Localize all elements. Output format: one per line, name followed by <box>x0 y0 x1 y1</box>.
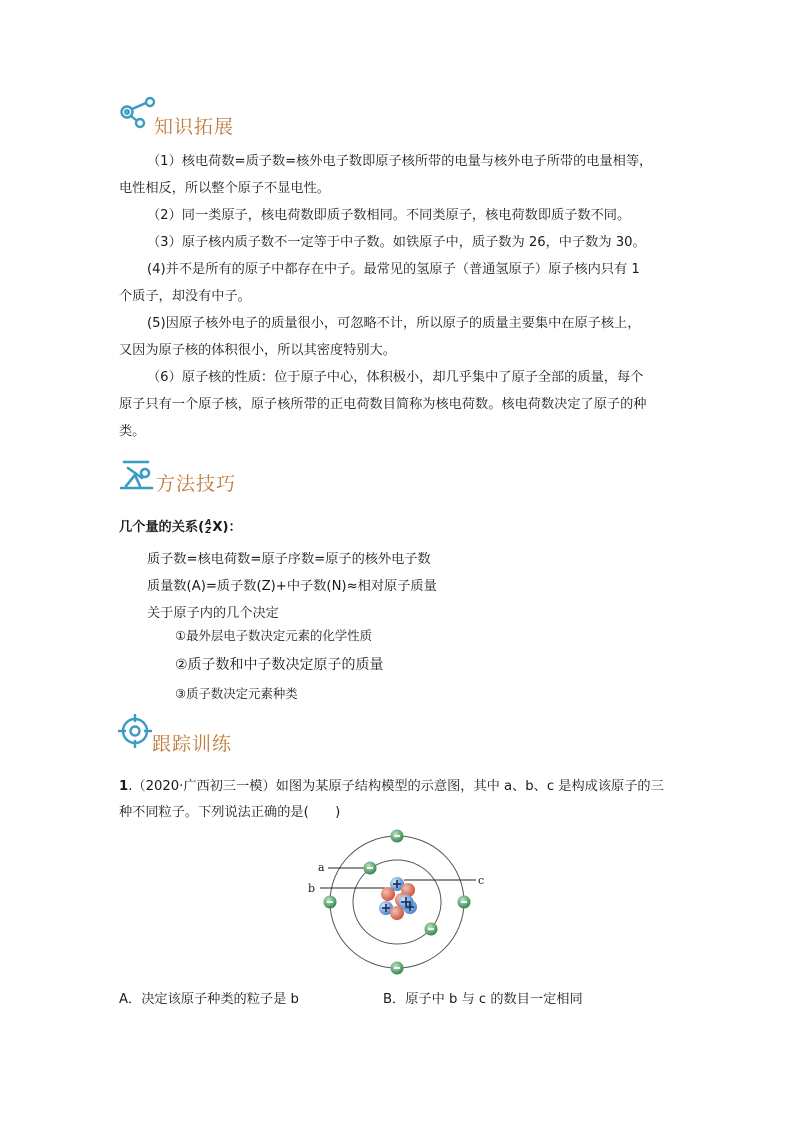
option-a[interactable]: A．决定该原子种类的粒子是 b <box>119 992 299 1007</box>
fraction-top: A <box>205 518 212 527</box>
telescope-icon <box>118 456 156 492</box>
method-lines <box>147 546 437 627</box>
method-item: ②质子数和中子数决定原子的质量 <box>175 657 384 673</box>
question-1 <box>119 774 689 826</box>
knowledge-paragraph-block <box>119 148 679 445</box>
nucleus <box>379 877 417 920</box>
tracking-header <box>118 712 318 755</box>
knowledge-line: （3）原子核内质子数不一定等于中子数。如铁原子中，质子数为 26，中子数为 30。 <box>147 235 646 250</box>
knowledge-line: (4)并不是所有的原子中都存在中子。最常见的氢原子（普通氢原子）原子核内只有 1 <box>147 262 640 277</box>
label-a: a <box>318 861 325 874</box>
knowledge-line: (5)因原子核外电子的质量很小，可忽略不计，所以原子的质量主要集中在原子核上， <box>147 316 641 331</box>
method-line: 质量数(A)=质子数(Z)+中子数(N)≈相对原子质量 <box>147 579 437 594</box>
method-heading-prefix: 几个量的关系( <box>119 520 205 535</box>
label-c: c <box>478 874 485 887</box>
knowledge-line: 类。 <box>119 424 146 439</box>
knowledge-line: （2）同一类原子，核电荷数即质子数相同。不同类原子，核电荷数即质子数不同。 <box>147 208 631 223</box>
label-b: b <box>308 882 316 895</box>
section-title-method: 方法技巧 <box>156 473 237 495</box>
option-b[interactable]: B．原子中 b 与 c 的数目一定相同 <box>383 992 583 1007</box>
proton <box>381 887 395 901</box>
method-item: ①最外层电子数决定元素的化学性质 <box>175 628 372 643</box>
method-items <box>175 626 384 712</box>
target-icon <box>118 712 156 750</box>
method-heading <box>119 516 242 535</box>
knowledge-line: 原子只有一个原子核，原子核所带的正电荷数目简称为核电荷数。核电荷数决定了原子的种 <box>119 397 647 412</box>
fraction-bottom: Z <box>205 526 212 535</box>
section-title-knowledge: 知识拓展 <box>154 116 235 138</box>
knowledge-header <box>118 96 318 136</box>
method-item: ③质子数决定元素种类 <box>175 686 298 701</box>
question-text-line <box>119 774 689 800</box>
question-text-line-2: 种不同粒子。下列说法正确的是( ) <box>119 805 341 820</box>
question-stem: .（2020·广西初三一模）如图为某原子结构模型的示意图，其中 a、b、c 是构成该原子的三 <box>128 779 664 794</box>
method-heading-fraction <box>205 519 211 535</box>
knowledge-line: 又因为原子核的体积很小，所以其密度特别大。 <box>119 343 396 358</box>
method-heading-suffix: X)： <box>212 520 242 535</box>
knowledge-line: 电性相反，所以整个原子不显电性。 <box>119 181 330 196</box>
section-title-tracking: 跟踪训练 <box>152 733 233 755</box>
method-line: 质子数=核电荷数=原子序数=原子的核外电子数 <box>147 552 431 567</box>
knowledge-line: （6）原子核的性质：位于原子中心，体积极小，却几乎集中了原子全部的质量，每个 <box>147 370 644 385</box>
atom-structure-diagram <box>300 826 500 976</box>
method-header <box>118 456 318 496</box>
knowledge-line: 个质子，却没有中子。 <box>119 289 251 304</box>
share-icon <box>118 96 158 134</box>
knowledge-line: （1）核电荷数=质子数=核外电子数即原子核所带的电量与核外电子所带的电量相等， <box>147 154 653 169</box>
method-line: 关于原子内的几个决定 <box>147 606 279 621</box>
question-number: 1 <box>119 779 129 794</box>
